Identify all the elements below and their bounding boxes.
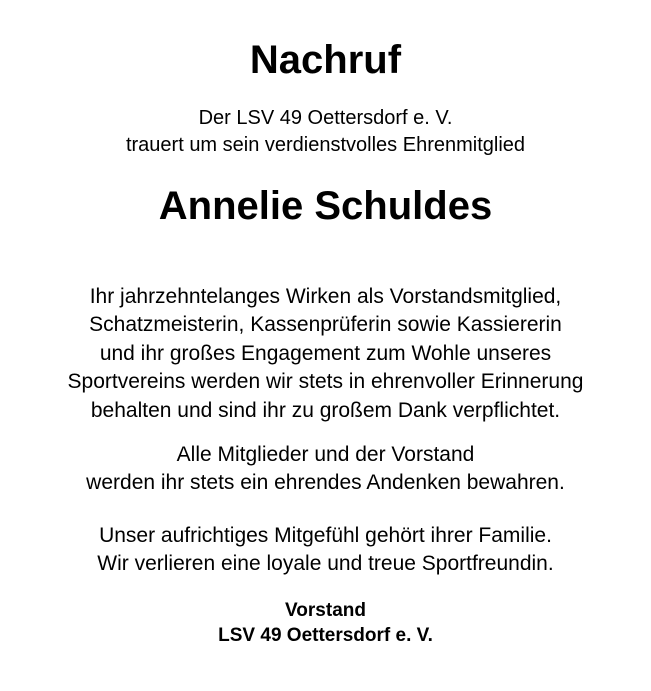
condolence-line-1: Unser aufrichtiges Mitgefühl gehört ihrer Familie. xyxy=(99,524,552,547)
signature-block xyxy=(0,598,651,648)
remembrance-line-1: Alle Mitglieder und der Vorstand xyxy=(176,443,475,466)
page-title: Nachruf xyxy=(249,38,402,82)
tribute-paragraph xyxy=(0,283,651,425)
signature-line-2: LSV 49 Oettersdorf e. V. xyxy=(218,625,433,646)
intro-line-1: Der LSV 49 Oettersdorf e. V. xyxy=(198,107,453,129)
tribute-line-2: Schatzmeisterin, Kassenprüferin sowie Kassiererin xyxy=(89,313,562,337)
remembrance-line-2: werden ihr stets ein ehrendes Andenken bewahren. xyxy=(86,471,565,495)
tribute-line-4: Sportvereins werden wir stets in ehrenvoller Erinnerung xyxy=(67,370,584,394)
tribute-line-5: behalten und sind ihr zu großem Dank verpflichtet. xyxy=(90,398,561,422)
condolence-paragraph xyxy=(0,522,651,579)
deceased-name: Annelie Schuldes xyxy=(158,184,493,228)
tribute-line-3: und ihr großes Engagement zum Wohle unseres xyxy=(99,341,552,365)
intro-line-2: trauert um sein verdienstvolles Ehrenmitglied xyxy=(125,134,526,156)
condolence-line-2: Wir verlieren eine loyale und treue Sportfreundin. xyxy=(97,552,554,576)
tribute-line-1: Ihr jahrzehntelanges Wirken als Vorstandsmitglied, xyxy=(89,285,562,308)
signature-line-1: Vorstand xyxy=(285,600,366,621)
remembrance-paragraph xyxy=(0,441,651,498)
intro-text xyxy=(0,105,651,159)
